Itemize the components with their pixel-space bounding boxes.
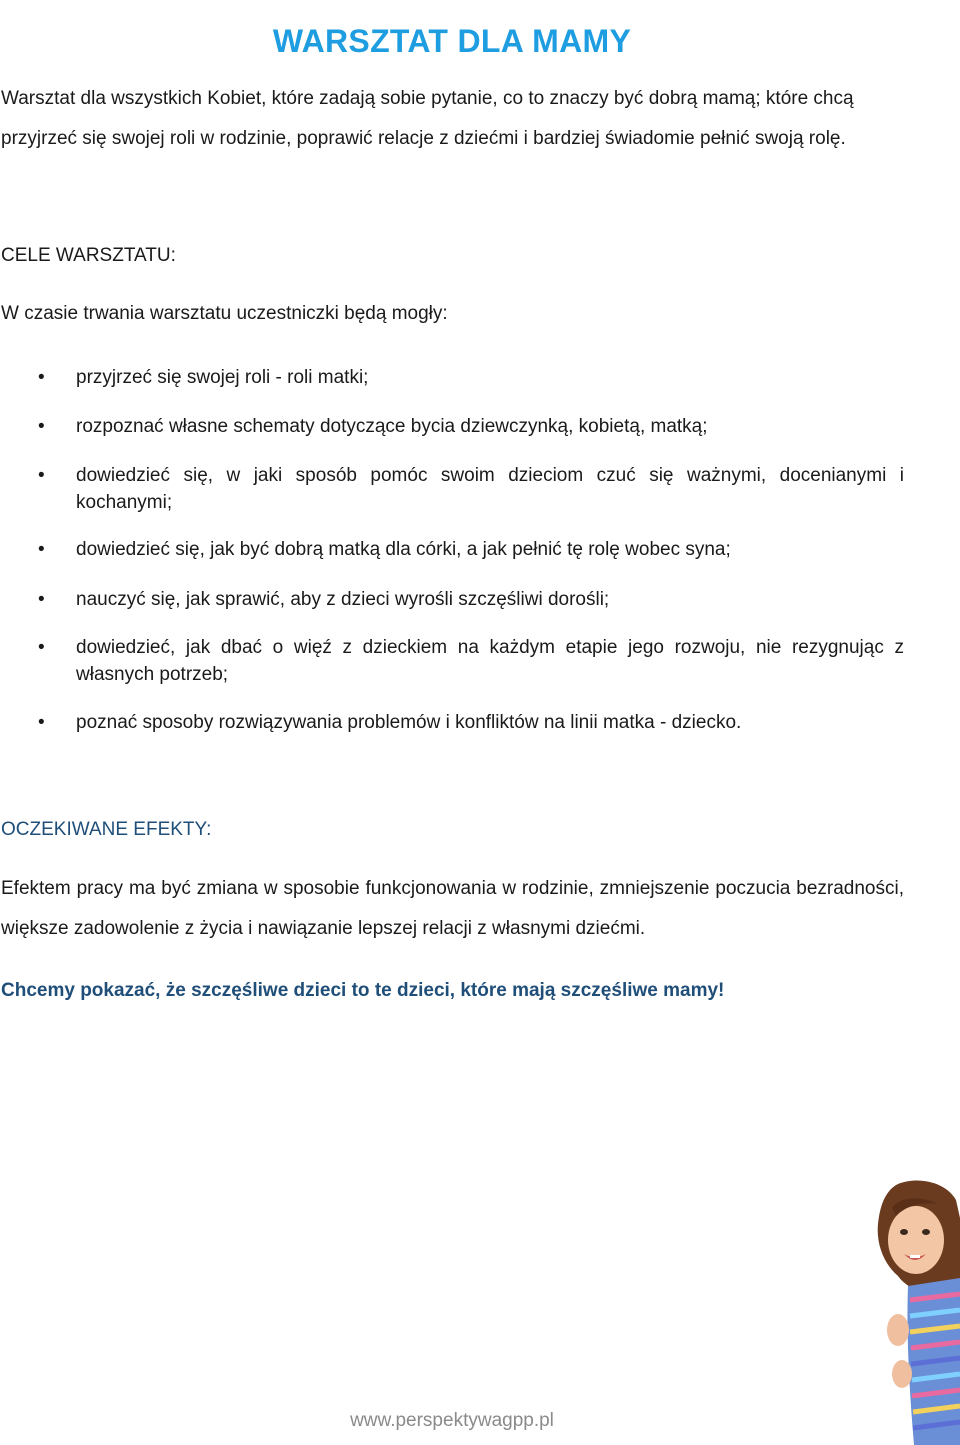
bullet-icon: • (38, 416, 45, 437)
goal-item-text: dowiedzieć, jak dbać o więź z dzieckiem na każdym etapie jego rozwoju, nie rezygnując z własnych potrzeb; (76, 637, 904, 685)
closing-statement: Chcemy pokazać, że szczęśliwe dzieci to te dzieci, które mają szczęśliwe mamy! (1, 980, 725, 1001)
effects-paragraph: Efektem pracy ma być zmiana w sposobie funkcjonowania w rodzinie, zmniejszenie poczucia bezradności, większe zadowolenie z życia i nawiązanie lepszej relacji z własnymi dziećmi. (1, 878, 904, 939)
goal-item-text: poznać sposoby rozwiązywania problemów i konfliktów na linii matka - dziecko. (76, 712, 742, 733)
page-title: WARSZTAT DLA MAMY (272, 23, 632, 60)
goals-heading: CELE WARSZTATU: (1, 245, 176, 266)
effects-heading: OCZEKIWANE EFEKTY: (1, 819, 212, 840)
goal-item-text: dowiedzieć się, jak być dobrą matką dla córki, a jak pełnić tę rolę wobec syna; (76, 539, 731, 560)
bullet-icon: • (38, 367, 45, 388)
bullet-icon: • (38, 465, 45, 486)
goal-item (0, 536, 904, 563)
goals-list (0, 364, 904, 736)
intro-paragraph: Warsztat dla wszystkich Kobiet, które zadają sobie pytanie, co to znaczy być dobrą mamą; które chcą przyjrzeć się swojej roli w rodzinie, poprawić relacje z dziećmi i bardziej świadomie pełnić swoją rolę. (1, 88, 854, 149)
bullet-icon: • (38, 637, 45, 658)
girl-photo (858, 1178, 960, 1445)
goal-item (0, 709, 904, 736)
goal-item-text: przyjrzeć się swojej roli - roli matki; (76, 367, 369, 388)
goals-lead: W czasie trwania warsztatu uczestniczki będą mogły: (1, 303, 448, 324)
goal-item (0, 413, 904, 440)
bullet-icon: • (38, 539, 45, 560)
bullet-icon: • (38, 589, 45, 610)
bullet-icon: • (38, 712, 45, 733)
goal-item (0, 634, 904, 688)
goal-item (0, 364, 904, 391)
footer-website: www.perspektywagpp.pl (350, 1410, 554, 1431)
goal-item (0, 462, 904, 516)
goal-item-text: nauczyć się, jak sprawić, aby z dzieci wyrośli szczęśliwi dorośli; (76, 589, 610, 610)
goal-item-text: rozpoznać własne schematy dotyczące bycia dziewczynką, kobietą, matką; (76, 416, 708, 437)
goal-item-text: dowiedzieć się, w jaki sposób pomóc swoim dzieciom czuć się ważnymi, docenianymi i kochanymi; (76, 465, 904, 513)
goal-item (0, 586, 904, 613)
